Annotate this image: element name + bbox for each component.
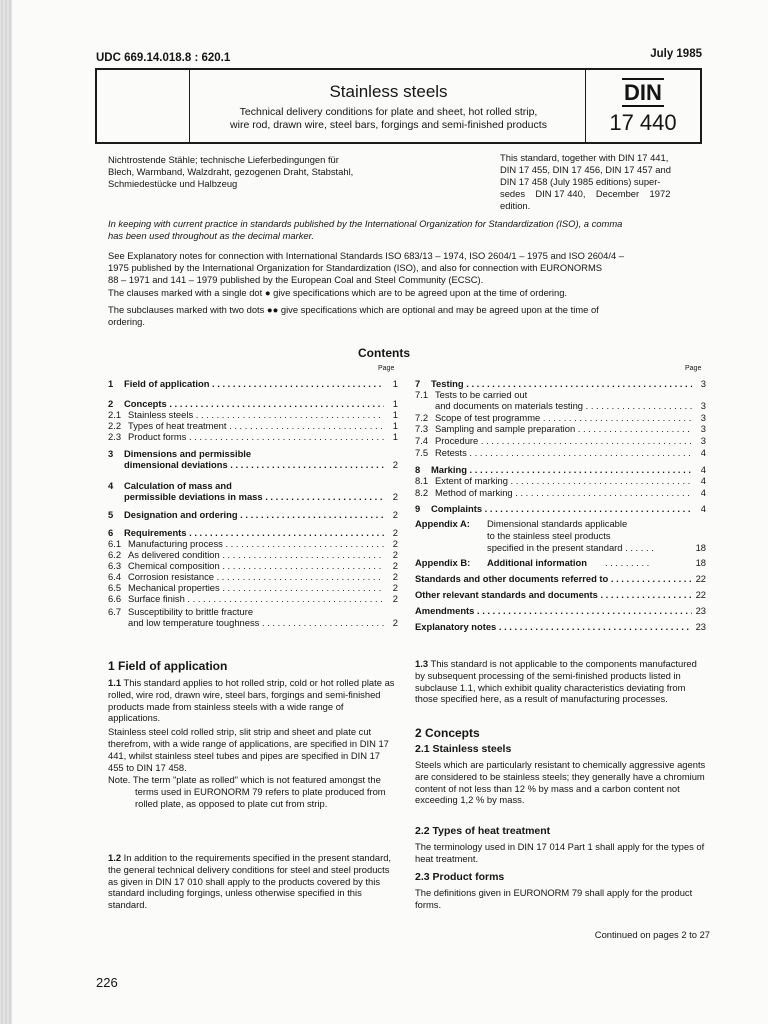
appendix-b-entry[interactable]: Appendix B: Additional information . . . . . . . . . 18 [415,557,706,568]
iso-comma-note: In keeping with current practice in standards published by the International Organization for Standardization (ISO), a comma has been used throughout as the decimal marker. [108,218,623,241]
page-column-label: Page [685,365,702,372]
toc-entry-page: 2 [392,491,398,502]
toc-entry[interactable] [108,459,398,471]
toc-entry-number: 2.2 [108,420,122,431]
toc-entry-number: 8 [415,464,421,475]
title-block [95,68,702,144]
toc-entry-number: 9 [415,503,421,514]
contents-title: Contents [358,346,410,360]
toc-entry-page: 4 [700,464,706,475]
toc-entry[interactable] [415,475,706,487]
section-2-2-heading: 2.2 Types of heat treatment [415,825,551,837]
toc-entry-number: 6.7 [108,606,122,617]
toc-entry-number: 7.1 [415,389,429,400]
toc-entry-label: Corrosion resistance . . . [128,571,384,583]
toc-entry-number: 5 [108,509,114,520]
toc-entry-label: As delivered condition . . . [128,549,384,561]
contents-left-column [108,378,398,640]
toc-entry-page: 22 [695,589,706,600]
toc-entry[interactable] [108,617,398,629]
toc-entry-label: dimensional deviations . . . [124,459,384,471]
supersedes-note: This standard, together with DIN 17 441, DIN 17 455, DIN 17 456, DIN 17 457 and DIN 17 458 (July 1985 editions) super- sedes DIN 17 440, December 1972 edition. [500,152,671,211]
toc-entry-number: 6.2 [108,549,122,560]
toc-entry-number: 7.4 [415,435,429,446]
toc-entry-number: 7.5 [415,447,429,458]
toc-entry[interactable] [415,589,706,601]
section-1-3-body: 1.3 This standard is not applicable to the components manufactured by subsequent processing of the semi-finished products listed in subclause 1.1, which exhibit quality characteristics deviating from those specified here, as a result of manufacturing processes. [415,658,697,705]
section-2-heading: 2 Concepts [415,726,480,740]
toc-entry[interactable] [415,487,706,499]
toc-entry[interactable] [108,491,398,503]
toc-entry-label: Types of heat treatment . . . [128,420,384,432]
toc-entry-number: 6.5 [108,582,122,593]
toc-entry-label: Method of marking . . . [435,487,692,499]
toc-entry-page: 2 [392,617,398,628]
section-1-body: 1.1 This standard applies to hot rolled strip, cold or hot rolled plate as rolled, wire rod, drawn wire, steel bars, forgings and semi-finished products made from stainless steels with a wide range of applications. Stainless steel cold rolled strip, slit strip and sheet and plate cut therefrom, with a wide range of applications, are specified in DIN 17 441, whilst stainless steel tubes and pipes are specified in DIN 17 455 to DIN 17 458. Note. The term "plate as rolled" which is not featured amongst the terms used in EURONORM 79 refers to plate produced from rolled plate, as opposed to plate cut from strip. [108,677,395,809]
section-1-heading: 1 Field of application [108,659,228,673]
toc-entry-number: 7 [415,378,421,389]
toc-entry-label: Sampling and sample preparation . . . [435,423,692,435]
toc-entry-number: 6.3 [108,560,122,571]
toc-entry[interactable] [108,593,398,605]
toc-entry-page: 2 [392,527,398,538]
toc-entry-page: 23 [695,621,706,632]
document-title: Stainless steels [329,82,448,101]
toc-entry-number: 6 [108,527,114,538]
toc-entry-page: 1 [392,409,398,420]
single-dot-note: The clauses marked with a single dot ● give specifications which are to be agreed upon at the time of ordering. [108,287,568,298]
toc-entry-label: Complaints . . . [431,503,692,515]
toc-entry-label: Mechanical properties . . . [128,582,384,594]
toc-entry-number: 2 [108,398,114,409]
toc-entry-label: Extent of marking . . . [435,475,692,487]
toc-entry-number: 4 [108,480,114,491]
toc-entry-page: 1 [392,431,398,442]
toc-entry-page: 1 [392,378,398,389]
section-2-3-heading: 2.3 Product forms [415,871,505,883]
toc-entry-label: Concepts . . . [124,398,384,410]
toc-entry[interactable] [415,435,706,447]
explanatory-notes-ref: See Explanatory notes for connection with International Standards ISO 683/13 – 1974, ISO 2604/1 – 1975 and ISO 2604/4 – 1975 published by the International Organization for Standardization (ISO), and also for connection with EURONORMS 88 – 1971 and 141 – 1979 published by the European Coal and Steel Community (ECSC). [108,250,624,285]
section-2-2-body: The terminology used in DIN 17 014 Part 1 shall apply for the types of heat treatment. [415,841,705,864]
toc-entry[interactable] [415,423,706,435]
toc-entry-page: 22 [695,573,706,584]
toc-entry-label: Scope of test programme . . . [435,412,692,424]
page-number: 226 [96,975,118,990]
din-logo: DIN [624,80,662,105]
toc-entry-label: Requirements . . . [124,527,384,539]
toc-entry-number: 7.2 [415,412,429,423]
toc-entry-page: 1 [392,420,398,431]
toc-entry-label: Other relevant standards and documents . . . [415,589,692,601]
german-title: Nichtrostende Stähle; technische Lieferbedingungen für Blech, Warmband, Walzdraht, gezogenen Draht, Stabstahl, Schmiedestücke und Halbzeug [108,154,354,189]
toc-entry-number: 6.4 [108,571,122,582]
toc-entry-number: 6.1 [108,538,122,549]
toc-entry[interactable] [108,431,398,443]
toc-entry-label: Calculation of mass and [124,480,232,491]
toc-entry-label: and documents on materials testing . . . [435,400,692,412]
two-dots-note: The subclauses marked with two dots ●● give specifications which are optional and may be agreed upon at the time of ordering. [108,304,599,327]
toc-entry-label: Chemical composition . . . [128,560,384,572]
toc-entry-label: Amendments . . . [415,605,692,617]
toc-entry-number: 2.1 [108,409,122,420]
toc-entry-page: 2 [392,538,398,549]
toc-entry-number: 1 [108,378,114,389]
subtitle-line: Technical delivery conditions for plate and sheet, hot rolled strip, [239,106,538,118]
toc-entry-label: Product forms . . . [128,431,384,443]
continued-note: Continued on pages 2 to 27 [594,929,710,940]
toc-entry[interactable] [415,400,706,412]
toc-entry-label: Testing . . . [431,378,692,390]
toc-entry-number: 8.1 [415,475,429,486]
toc-entry-number: 8.2 [415,487,429,498]
udc-code: UDC 669.14.018.8 : 620.1 [96,52,231,64]
toc-entry[interactable] [415,621,706,633]
toc-entry-label: Designation and ordering . . . [124,509,384,521]
toc-entry-page: 4 [700,475,706,486]
toc-entry-page: 3 [700,423,706,434]
toc-entry-label: Explanatory notes . . . [415,621,692,633]
section-1-2-body: 1.2 In addition to the requirements specified in the present standard, the general technical delivery conditions for steel and steel products as given in DIN 17 010 shall apply to the products covered by this standard including forgings, unless otherwise specified in this standard. [108,852,392,911]
toc-entry[interactable] [415,573,706,585]
toc-entry-label: Tests to be carried out [435,389,528,400]
toc-entry-label: Marking . . . [431,464,692,476]
toc-entry-number: 7.3 [415,423,429,434]
din-number: 17 440 [609,110,677,135]
toc-entry-number: 6.6 [108,593,122,604]
subtitle-line: wire rod, drawn wire, steel bars, forgings and semi-finished products [230,119,547,131]
toc-entry-page: 2 [392,593,398,604]
document-subtitle [189,106,588,132]
section-2-3-body: The definitions given in EURONORM 79 shall apply for the product forms. [415,887,693,910]
toc-entry-label: Stainless steels . . . [128,409,384,421]
toc-entry[interactable] [415,605,706,617]
toc-entry-page: 2 [392,509,398,520]
toc-entry-page: 1 [392,398,398,409]
toc-entry[interactable] [415,503,706,515]
toc-entry-page: 2 [392,582,398,593]
toc-entry-page: 2 [392,459,398,470]
toc-entry-label: and low temperature toughness . . . [128,617,384,629]
section-2-1-body: Steels which are particularly resistant to chemically aggressive agents are considered to be stainless steels; they generally have a chromium content of not less than 12 % by mass and a carbon content not exceeding 1,2 % by mass. [415,759,706,806]
toc-entry-label: Standards and other documents referred to . . . [415,573,692,585]
appendix-a-page: 18 [695,542,706,553]
toc-entry-label: Susceptibility to brittle fracture [128,606,254,617]
toc-entry-page: 4 [700,487,706,498]
toc-entry-page: 4 [700,447,706,458]
toc-entry-page: 3 [700,435,706,446]
publication-date: July 1985 [650,48,702,60]
title-block-left-cell [97,70,190,142]
toc-entry-page: 2 [392,560,398,571]
toc-entry-page: 3 [700,412,706,423]
toc-entry-page: 3 [700,378,706,389]
toc-entry[interactable] [415,447,706,459]
toc-entry-label: Surface finish . . . [128,593,384,605]
toc-entry-label: permissible deviations in mass . . . [124,491,384,503]
toc-entry-page: 3 [700,400,706,411]
toc-entry-page: 2 [392,549,398,560]
toc-entry-page: 23 [695,605,706,616]
toc-entry[interactable] [108,378,398,390]
section-2-1-heading: 2.1 Stainless steels [415,743,512,755]
toc-entry-number: 2.3 [108,431,122,442]
toc-entry-label: Procedure . . . [435,435,692,447]
toc-entry-label: Dimensions and permissible [124,448,252,459]
toc-entry[interactable] [108,509,398,521]
contents-tail [415,573,706,637]
toc-entry-page: 2 [392,571,398,582]
page-column-label: Page [378,365,395,372]
toc-entry-number: 3 [108,448,114,459]
toc-entry-label: Field of application . . . [124,378,384,390]
toc-entry-label: Manufacturing process . . . [128,538,384,550]
toc-entry-label: Retests . . . [435,447,692,459]
scan-binding-edge [0,0,12,1024]
toc-entry-page: 4 [700,503,706,514]
